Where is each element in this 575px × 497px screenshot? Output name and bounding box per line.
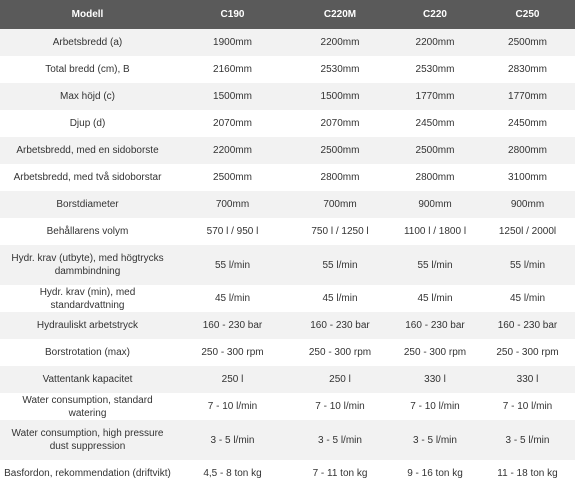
table-row [0,164,575,191]
cell-c250: 1250l / 2000l [480,218,575,245]
cell-c220m: 55 l/min [290,245,390,285]
table-row [0,83,575,110]
row-label: Behållarens volym [0,218,175,245]
row-label: Arbetsbredd, med en sidoborste [0,137,175,164]
table-row [0,420,575,460]
cell-c250: 11 - 18 ton kg [480,460,575,487]
cell-c250: 7 - 10 l/min [480,393,575,420]
table-row [0,312,575,339]
table-row [0,460,575,487]
table-row [0,29,575,56]
cell-c190: 7 - 10 l/min [175,393,290,420]
row-label: Total bredd (cm), B [0,56,175,83]
cell-c220: 9 - 16 ton kg [390,460,480,487]
cell-c250: 3100mm [480,164,575,191]
cell-c190: 2200mm [175,137,290,164]
cell-c250: 2800mm [480,137,575,164]
cell-c190: 55 l/min [175,245,290,285]
cell-c220m: 7 - 11 ton kg [290,460,390,487]
table-row [0,191,575,218]
row-label: Borstrotation (max) [0,339,175,366]
cell-c220: 3 - 5 l/min [390,420,480,460]
cell-c190: 570 l / 950 l [175,218,290,245]
table-row [0,56,575,83]
table-row [0,339,575,366]
row-label: Hydr. krav (min), med standardvattning [0,285,175,312]
cell-c250: 2830mm [480,56,575,83]
cell-c220: 55 l/min [390,245,480,285]
table-row [0,245,575,285]
cell-c220: 1100 l / 1800 l [390,218,480,245]
cell-c190: 2160mm [175,56,290,83]
cell-c190: 1500mm [175,83,290,110]
header-model: Modell [0,0,175,29]
cell-c220: 900mm [390,191,480,218]
row-label: Djup (d) [0,110,175,137]
cell-c190: 160 - 230 bar [175,312,290,339]
table-row [0,285,575,312]
header-c250: C250 [480,0,575,29]
cell-c250: 1770mm [480,83,575,110]
cell-c250: 160 - 230 bar [480,312,575,339]
row-label: Basfordon, rekommendation (driftvikt) [0,460,175,487]
cell-c220: 2200mm [390,29,480,56]
cell-c250: 900mm [480,191,575,218]
cell-c220: 45 l/min [390,285,480,312]
table-row [0,393,575,420]
cell-c220m: 2200mm [290,29,390,56]
row-label: Arbetsbredd (a) [0,29,175,56]
row-label: Hydrauliskt arbetstryck [0,312,175,339]
cell-c190: 250 - 300 rpm [175,339,290,366]
row-label: Max höjd (c) [0,83,175,110]
cell-c250: 2500mm [480,29,575,56]
table-body [0,29,575,487]
table-row [0,110,575,137]
cell-c190: 45 l/min [175,285,290,312]
table-header [0,0,575,29]
cell-c250: 250 - 300 rpm [480,339,575,366]
cell-c220: 2800mm [390,164,480,191]
cell-c220m: 7 - 10 l/min [290,393,390,420]
cell-c250: 45 l/min [480,285,575,312]
cell-c250: 2450mm [480,110,575,137]
cell-c220m: 700mm [290,191,390,218]
row-label: Arbetsbredd, med två sidoborstar [0,164,175,191]
header-row [0,0,575,29]
cell-c220m: 2070mm [290,110,390,137]
header-c190: C190 [175,0,290,29]
cell-c250: 330 l [480,366,575,393]
row-label: Water consumption, high pressure dust suppression [0,420,175,460]
cell-c220m: 250 l [290,366,390,393]
cell-c220: 250 - 300 rpm [390,339,480,366]
cell-c190: 1900mm [175,29,290,56]
cell-c250: 55 l/min [480,245,575,285]
cell-c220m: 2530mm [290,56,390,83]
cell-c220: 160 - 230 bar [390,312,480,339]
cell-c220m: 3 - 5 l/min [290,420,390,460]
cell-c220m: 2800mm [290,164,390,191]
cell-c220m: 2500mm [290,137,390,164]
cell-c220: 2450mm [390,110,480,137]
row-label: Borstdiameter [0,191,175,218]
table-row [0,366,575,393]
cell-c220: 7 - 10 l/min [390,393,480,420]
header-c220m: C220M [290,0,390,29]
cell-c220m: 750 l / 1250 l [290,218,390,245]
cell-c190: 2500mm [175,164,290,191]
cell-c220: 2530mm [390,56,480,83]
table-row [0,218,575,245]
cell-c220m: 1500mm [290,83,390,110]
cell-c220m: 250 - 300 rpm [290,339,390,366]
cell-c190: 250 l [175,366,290,393]
row-label: Water consumption, standard watering [0,393,175,420]
cell-c190: 3 - 5 l/min [175,420,290,460]
table-row [0,137,575,164]
cell-c220: 2500mm [390,137,480,164]
cell-c250: 3 - 5 l/min [480,420,575,460]
cell-c220: 330 l [390,366,480,393]
cell-c190: 2070mm [175,110,290,137]
cell-c220m: 45 l/min [290,285,390,312]
row-label: Hydr. krav (utbyte), med högtrycks dammbindning [0,245,175,285]
row-label: Vattentank kapacitet [0,366,175,393]
cell-c190: 4,5 - 8 ton kg [175,460,290,487]
cell-c220: 1770mm [390,83,480,110]
header-c220: C220 [390,0,480,29]
cell-c220m: 160 - 230 bar [290,312,390,339]
cell-c190: 700mm [175,191,290,218]
